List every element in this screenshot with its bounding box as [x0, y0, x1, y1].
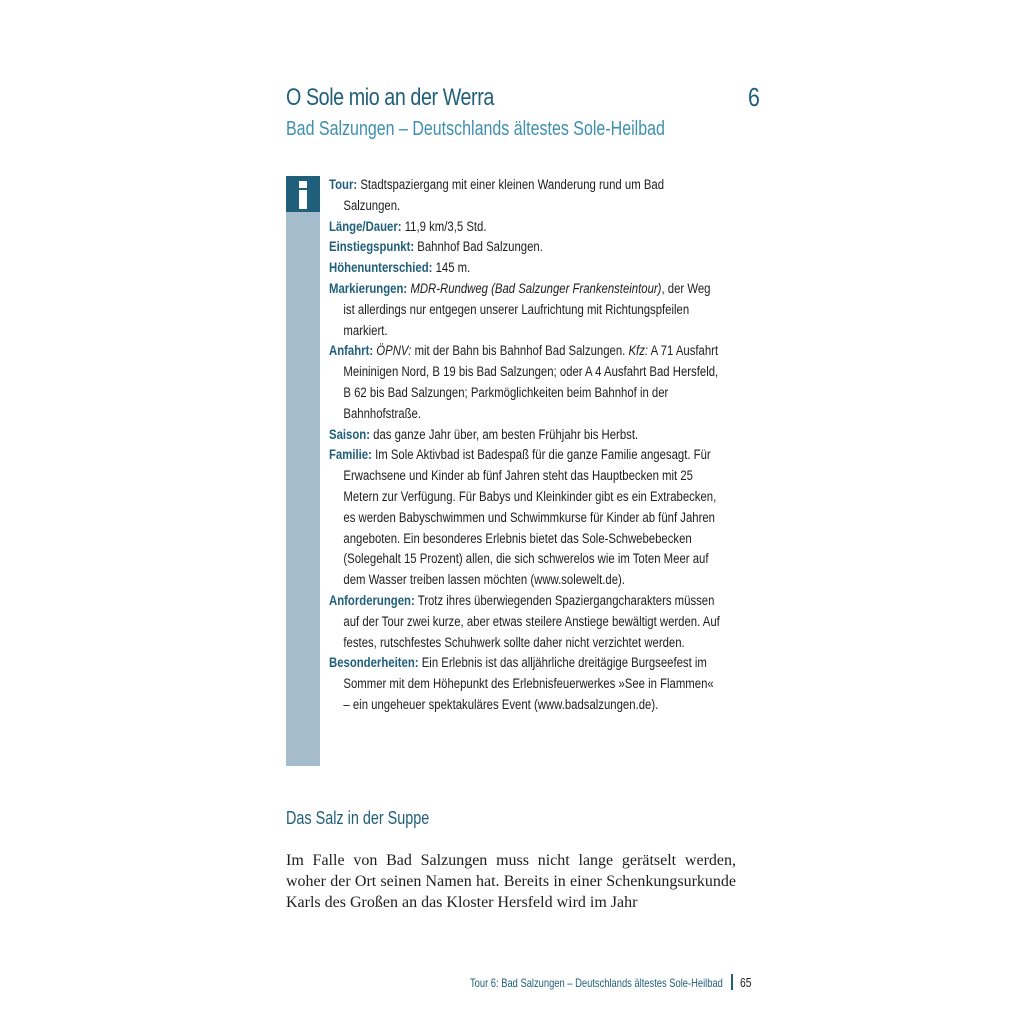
running-footer: Tour 6: Bad Salzungen – Deutschlands ältestes Sole-Heilbad — [470, 976, 723, 990]
info-item-length — [329, 217, 721, 238]
info-item-season — [329, 425, 721, 446]
info-item-markings — [329, 279, 721, 341]
info-label: Tour: — [329, 177, 358, 193]
info-label: Anfahrt: — [329, 343, 374, 360]
info-text: das ganze Jahr über, am besten Frühjahr bis Herbst. — [373, 426, 639, 443]
info-item-requirements — [329, 591, 721, 653]
body-paragraph: Im Falle von Bad Salzungen muss nicht lange gerätselt werden, woher der Ort seinen Namen hat. Bereits in einer Schenkungsurkunde Karls des Großen an das Kloster Hersfeld wird im Jahr — [286, 852, 736, 911]
info-label: Markierungen: — [329, 280, 408, 297]
info-text: Bahnhof Bad Salzungen. — [417, 239, 543, 256]
info-text-italic: ÖPNV: — [376, 343, 412, 360]
info-text: Stadtspaziergang mit einer kleinen Wanderung rund um Bad Salzungen. — [343, 177, 665, 214]
info-item-family — [329, 445, 721, 591]
info-label: Einstiegspunkt: — [329, 239, 415, 256]
info-text: 145 m. — [435, 260, 471, 277]
page-number: 65 — [740, 975, 752, 990]
info-label: Länge/Dauer: — [329, 218, 402, 235]
info-text: Ein Erlebnis ist das alljährliche dreitägige Burgseefest im Sommer mit dem Höhepunkt des Erlebnisfeuerwerkes »See in Flammen« – ein ungeheuer spektakuläres Event (www.badsalzungen.de). — [343, 655, 714, 713]
info-text: Im Sole Aktivbad ist Badespaß für die ganze Familie angesagt. Für Erwachsene und Kinder ab fünf Jahren steht das Hauptbecken mit 25 Metern zur Verfügung. Für Babys und Kleinkinder gibt es ein Extrabecken, es werden Babyschwimmen und Schwimmkurse für Kinder ab fünf Jahren angeboten. Ein besonderes Erlebnis bietet das Sole-Schwebebecken (Solegehalt 15 Prozent) allen, die sich schwerelos wie im Toten Meer auf dem Wasser treiben lassen möchten (www.solewelt.de). — [343, 447, 717, 589]
info-text: Trotz ihres überwiegenden Spaziergangcharakters müssen auf der Tour zwei kurze, aber etwas steilere Anstiege bewältigt werden. Auf festes, rutschfestes Schuhwerk sollte daher nicht verzichtet werden. — [343, 592, 720, 651]
info-text: A 71 Ausfahrt Meininigen Nord, B 19 bis Bad Salzungen; oder A 4 Ausfahrt Bad Hersfeld, B 62 bis Bad Salzungen; Parkmöglichkeiten beim Bahnhof in der Bahnhofstraße. — [343, 343, 719, 422]
info-label: Besonderheiten: — [329, 655, 419, 672]
info-label: Saison: — [329, 426, 370, 443]
info-item-highlights — [329, 653, 721, 715]
tour-number: 6 — [748, 82, 760, 112]
info-label: Anforderungen: — [329, 592, 415, 609]
info-item-tour — [329, 175, 721, 217]
info-text: , der Weg ist allerdings nur entgegen unserer Laufrichtung mit Richtungspfeilen markiert. — [343, 280, 711, 339]
info-item-elevation — [329, 258, 721, 279]
info-text: mit der Bahn bis Bahnhof Bad Salzungen. — [411, 343, 626, 360]
footer-separator — [731, 974, 733, 990]
page-title: O Sole mio an der Werra — [286, 84, 494, 111]
info-item-start — [329, 237, 721, 258]
info-icon — [286, 176, 320, 212]
page-subtitle: Bad Salzungen – Deutschlands ältestes Sole-Heilbad — [286, 118, 665, 140]
info-text-italic: MDR-Rundweg (Bad Salzunger Frankensteintour) — [410, 280, 662, 297]
info-text-italic: Kfz: — [628, 343, 649, 360]
info-text: 11,9 km/3,5 Std. — [404, 218, 487, 235]
info-box-sidebar — [286, 176, 320, 766]
info-label: Familie: — [329, 447, 372, 464]
info-item-arrival — [329, 341, 721, 424]
info-label: Höhenunterschied: — [329, 260, 433, 277]
info-box — [329, 175, 721, 716]
section-heading: Das Salz in der Suppe — [286, 808, 430, 828]
